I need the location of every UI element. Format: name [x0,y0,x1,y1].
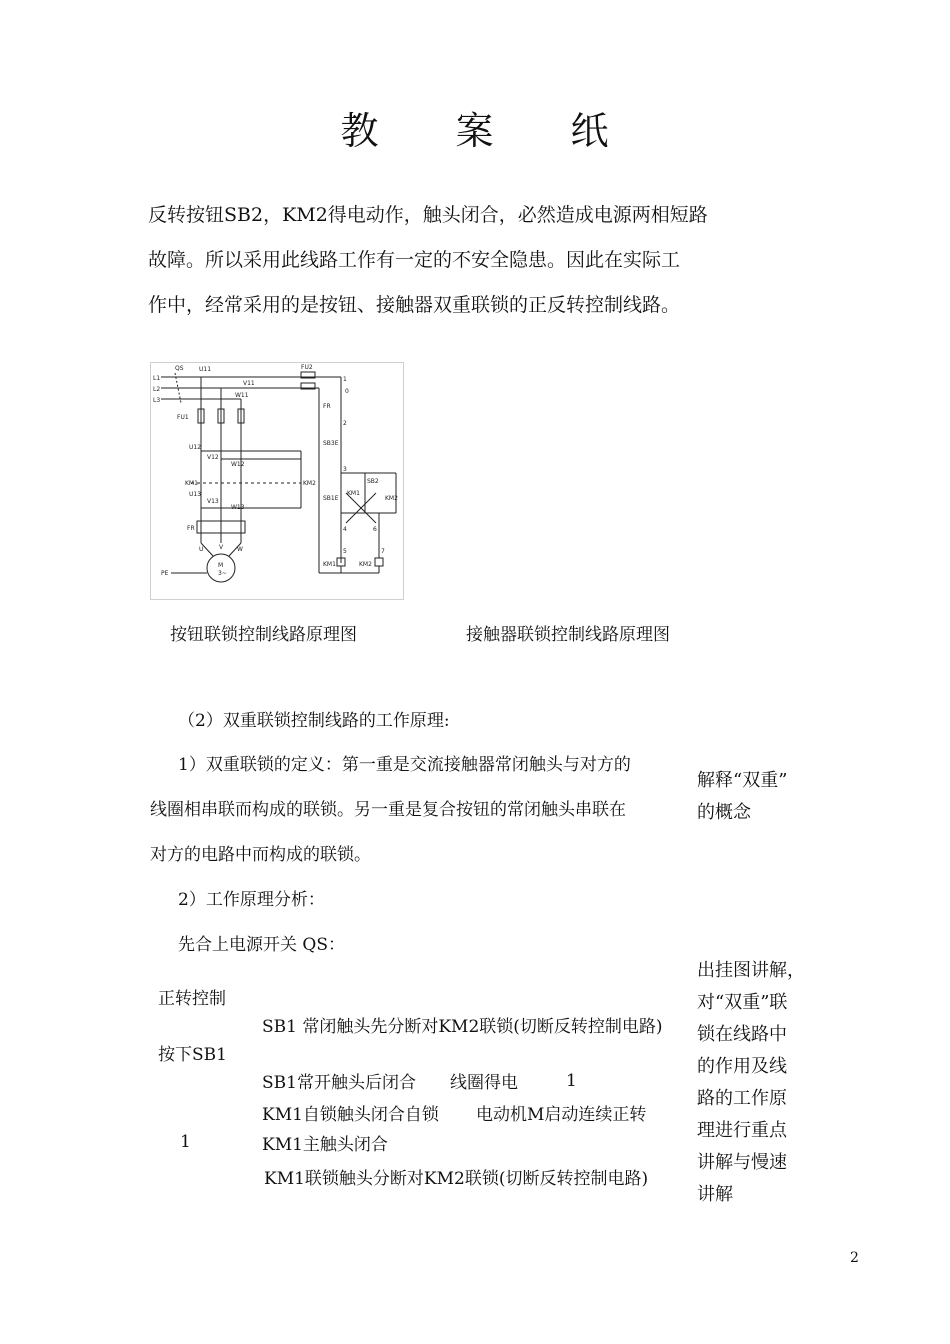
paragraph1-line2: 故障。所以采用此线路工作有一定的不安全隐患。因此在实际工 [148,249,681,271]
sb1-no-line: SB1常开触头后闭合 [262,1073,416,1093]
caption-right: 接触器联锁控制线路原理图 [466,625,670,645]
label-n7: 7 [381,548,385,555]
label-fu1: FU1 [177,414,189,421]
forward-control-label: 正转控制 [158,989,226,1009]
label-n4: 4 [343,526,347,533]
label-km2-coil: KM2 [359,561,372,568]
label-sb3: SB3E [323,440,339,447]
close-qs: 先合上电源开关 QS： [178,935,345,955]
label-km2-contact: KM2 [385,495,398,502]
label-km2: KM2 [303,480,316,487]
title-char-3: 纸 [570,109,610,153]
label-n0: 0 [345,388,349,395]
title-char-2: 案 [455,109,495,153]
side-note-2-line3: 锁在线路中 [697,1024,787,1045]
analysis-title: 2）工作原理分析： [178,890,325,910]
label-l2: L2 [153,386,161,393]
side-note-2-line5: 路的工作原 [697,1088,787,1109]
label-n6: 6 [373,526,377,533]
label-n2: 2 [343,420,347,427]
section2-heading: （2）双重联锁控制线路的工作原理: [178,711,450,731]
label-fr: FR [187,525,195,532]
label-m: M [218,562,224,569]
label-sb2: SB2 [367,478,379,485]
paragraph1-line1: 反转按钮SB2，KM2得电动作，触头闭合，必然造成电源两相短路 [148,204,708,226]
definition-line1: 1）双重联锁的定义：第一重是交流接触器常闭触头与对方的 [178,755,631,775]
side-note-2-line2: 对“双重”联 [697,992,788,1013]
caption-left: 按钮联锁控制线路原理图 [170,625,357,645]
label-fu2: FU2 [301,364,313,371]
label-km1-contact: KM1 [347,490,360,497]
page-title [0,100,950,155]
km1-interlock-line: KM1联锁触头分断对KM2联锁(切断反转控制电路) [264,1169,649,1189]
motor-line: 电动机M启动连续正转 [476,1105,647,1125]
label-m3: 3~ [218,570,227,577]
side-note-1-line2: 的概念 [697,802,751,823]
circuit-diagram [150,362,404,600]
label-u11: U11 [199,366,212,373]
label-v11: V11 [243,380,255,387]
km1-self-line: KM1自锁触头闭合自锁 [262,1105,439,1125]
sb1-nc-line: SB1 常闭触头先分断对KM2联锁(切断反转控制电路) [262,1017,663,1037]
label-n1: 1 [343,376,347,383]
step-number: 1 [180,1132,191,1152]
label-km1-coil: KM1 [323,561,336,568]
label-n3: 3 [343,466,347,473]
coil-number: 1 [566,1071,577,1091]
definition-line2: 线圈相串联而构成的联锁。另一重是复合按钮的常闭触头串联在 [150,800,626,820]
circuit-diagram-svg [151,363,403,599]
label-u: U [199,546,204,553]
label-l3: L3 [153,397,161,404]
side-note-2-line4: 的作用及线 [697,1056,787,1077]
label-w12: W12 [231,461,245,468]
coil-line: 线圈得电 [450,1073,518,1093]
label-v12: V12 [207,454,219,461]
side-note-2-line6: 理进行重点 [697,1120,787,1141]
side-note-1-line1: 解释“双重” [697,770,788,791]
label-u13: U13 [189,491,202,498]
side-note-2-line1: 出挂图讲解， [697,960,805,981]
title-char-1: 教 [340,109,380,153]
side-note-2-line8: 讲解 [697,1184,733,1205]
label-w: W [237,546,243,553]
label-sb1: SB1E [323,495,339,502]
label-v: V [219,544,224,551]
side-note-2-line7: 讲解与慢速 [697,1152,787,1173]
label-km1: KM1 [185,480,198,487]
label-v13: V13 [207,498,219,505]
label-fr-contact: FR [323,403,331,410]
km1-main-line: KM1主触头闭合 [262,1135,388,1155]
label-qs: QS [175,365,184,372]
label-w13: W13 [231,504,245,511]
label-w11: W11 [235,392,249,399]
press-sb1-label: 按下SB1 [158,1045,227,1065]
label-pe: PE [161,570,169,577]
label-u12: U12 [189,444,202,451]
label-n5: 5 [343,548,347,555]
definition-line3: 对方的电路中而构成的联锁。 [150,845,371,865]
paragraph1-line3: 作中，经常采用的是按钮、接触器双重联锁的正反转控制线路。 [148,294,681,316]
page-number: 2 [850,1250,859,1266]
label-l1: L1 [153,375,161,382]
